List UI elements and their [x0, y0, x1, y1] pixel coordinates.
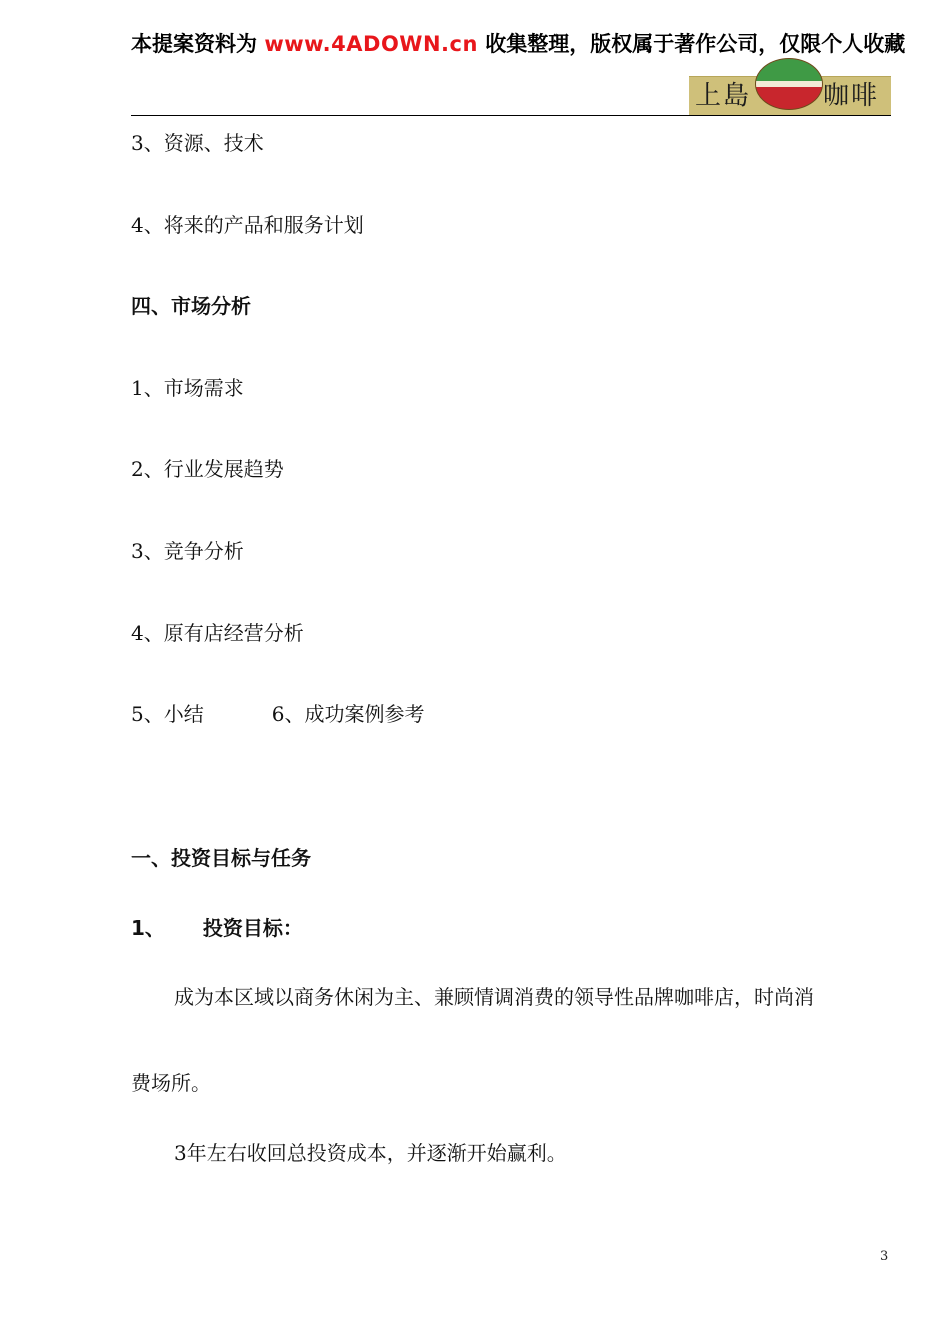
- logo-text-right: 咖啡: [823, 81, 880, 111]
- brand-logo: [689, 58, 891, 116]
- paragraph-goal-line-1: 成为本区域以商务休闲为主、兼顾情调消费的领导性品牌咖啡店，时尚消: [174, 985, 814, 1009]
- bean-green-half: [756, 59, 822, 83]
- paragraph-payback: 3年左右收回总投资成本，并逐渐开始赢利。: [174, 1141, 567, 1165]
- toc-item-competition: 3、竞争分析: [131, 539, 244, 563]
- toc-item-summary: 5、小结: [131, 702, 204, 726]
- subheading-investment-goal: [131, 914, 303, 942]
- toc-item-industry-trend: 2、行业发展趋势: [131, 457, 284, 481]
- toc-item-store-operation: 4、原有店经营分析: [131, 621, 304, 645]
- header-prefix: 本提案资料为: [131, 32, 265, 56]
- toc-item-success-cases: 6、成功案例参考: [271, 702, 425, 726]
- subheading-number: 1、: [131, 916, 165, 940]
- coffee-bean-icon: [755, 58, 823, 110]
- header-banner: [131, 26, 950, 62]
- toc-item-market-demand: 1、市场需求: [131, 376, 244, 400]
- paragraph-goal-line-2: 费场所。: [131, 1071, 211, 1095]
- logo-text-left: 上島: [695, 81, 752, 111]
- toc-item-resources: 3、资源、技术: [131, 131, 264, 155]
- toc-row-summary-cases: [131, 700, 424, 728]
- header-url: www.4ADOWN.cn: [264, 32, 478, 56]
- section-heading-market-analysis: 四、市场分析: [131, 294, 251, 318]
- header-rule: [131, 115, 891, 116]
- page-number: 3: [880, 1249, 889, 1264]
- toc-item-future-plans: 4、将来的产品和服务计划: [131, 213, 364, 237]
- header-suffix: 收集整理，版权属于著作公司，仅限个人收藏: [477, 32, 906, 56]
- bean-band: [756, 81, 822, 87]
- section-heading-investment: 一、投资目标与任务: [131, 846, 311, 870]
- subheading-label: 投资目标：: [202, 916, 303, 940]
